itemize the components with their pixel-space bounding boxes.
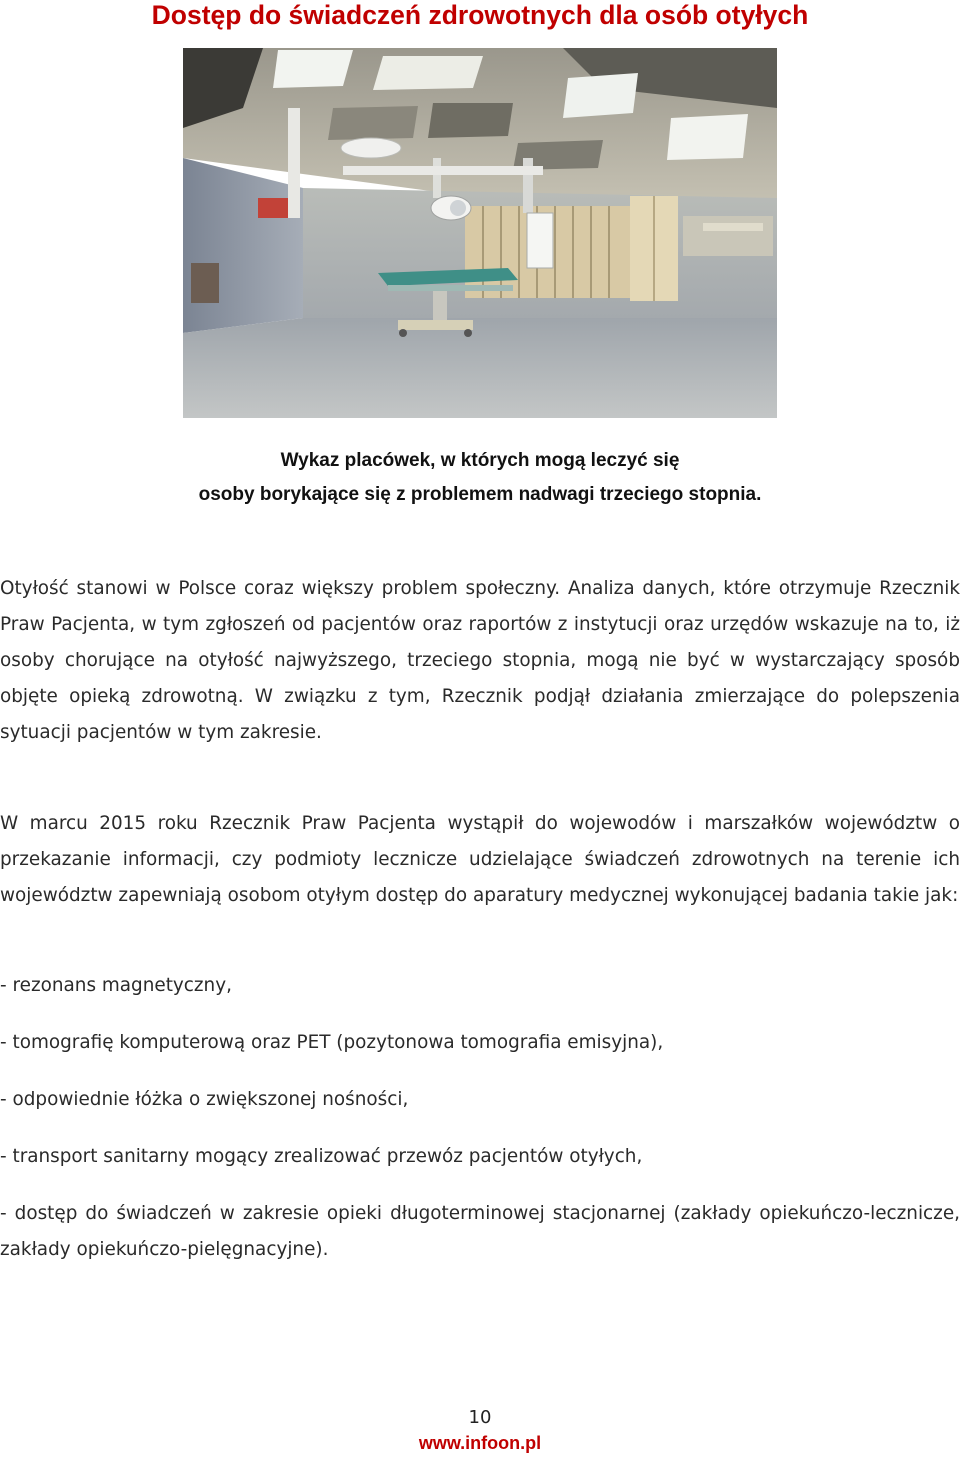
paragraph-request: W marcu 2015 roku Rzecznik Praw Pacjenta wystąpił do wojewodów i marszałków województw o przekazanie informacji, czy podmioty lecznicze udzielające świadczeń zdrowotnych na terenie ich województw zapewniają osobom otyłym dostęp do aparatury medycznej wykonującej badania takie jak: — [0, 813, 960, 906]
page-title: Dostęp do świadczeń zdrowotnych dla osób otyłych — [151, 0, 809, 30]
caption-line-2: osoby borykające się z problemem nadwagi trzeciego stopnia. — [198, 484, 762, 505]
footer-url-link[interactable]: www.infoon.pl — [418, 1433, 542, 1453]
paragraph-intro: Otyłość stanowi w Polsce coraz większy problem społeczny. Analiza danych, które otrzymuje Rzecznik Praw Pacjenta, w tym zgłoszeń od pacjentów oraz raportów z instytucji oraz urzędów wskazuje na to, iż osoby chorujące na otyłość najwyższego, trzeciego stopnia, mogą nie być w wystarczający sposób objęte opieką zdrowotną. W związku z tym, Rzecznik podjął działania zmierzające do polepszenia sytuacji pacjentów w tym zakresie. — [0, 578, 960, 743]
operating-room-photo — [183, 48, 777, 418]
page-number: 10 — [468, 1407, 492, 1428]
list-item: - transport sanitarny mogący zrealizować przewóz pacjentów otyłych, — [0, 1146, 643, 1167]
list-item: - odpowiednie łóżka o zwiększonej nośności, — [0, 1089, 409, 1110]
list-item: - tomografię komputerową oraz PET (pozytonowa tomografia emisyjna), — [0, 1032, 664, 1053]
caption-line-1: Wykaz placówek, w których mogą leczyć się — [280, 450, 680, 471]
list-item: - dostęp do świadczeń w zakresie opieki długoterminowej stacjonarnej (zakłady opiekuńczo-lecznicze, zakłady opiekuńczo-pielęgnacyjne). — [0, 1203, 960, 1260]
list-item: - rezonans magnetyczny, — [0, 975, 232, 996]
